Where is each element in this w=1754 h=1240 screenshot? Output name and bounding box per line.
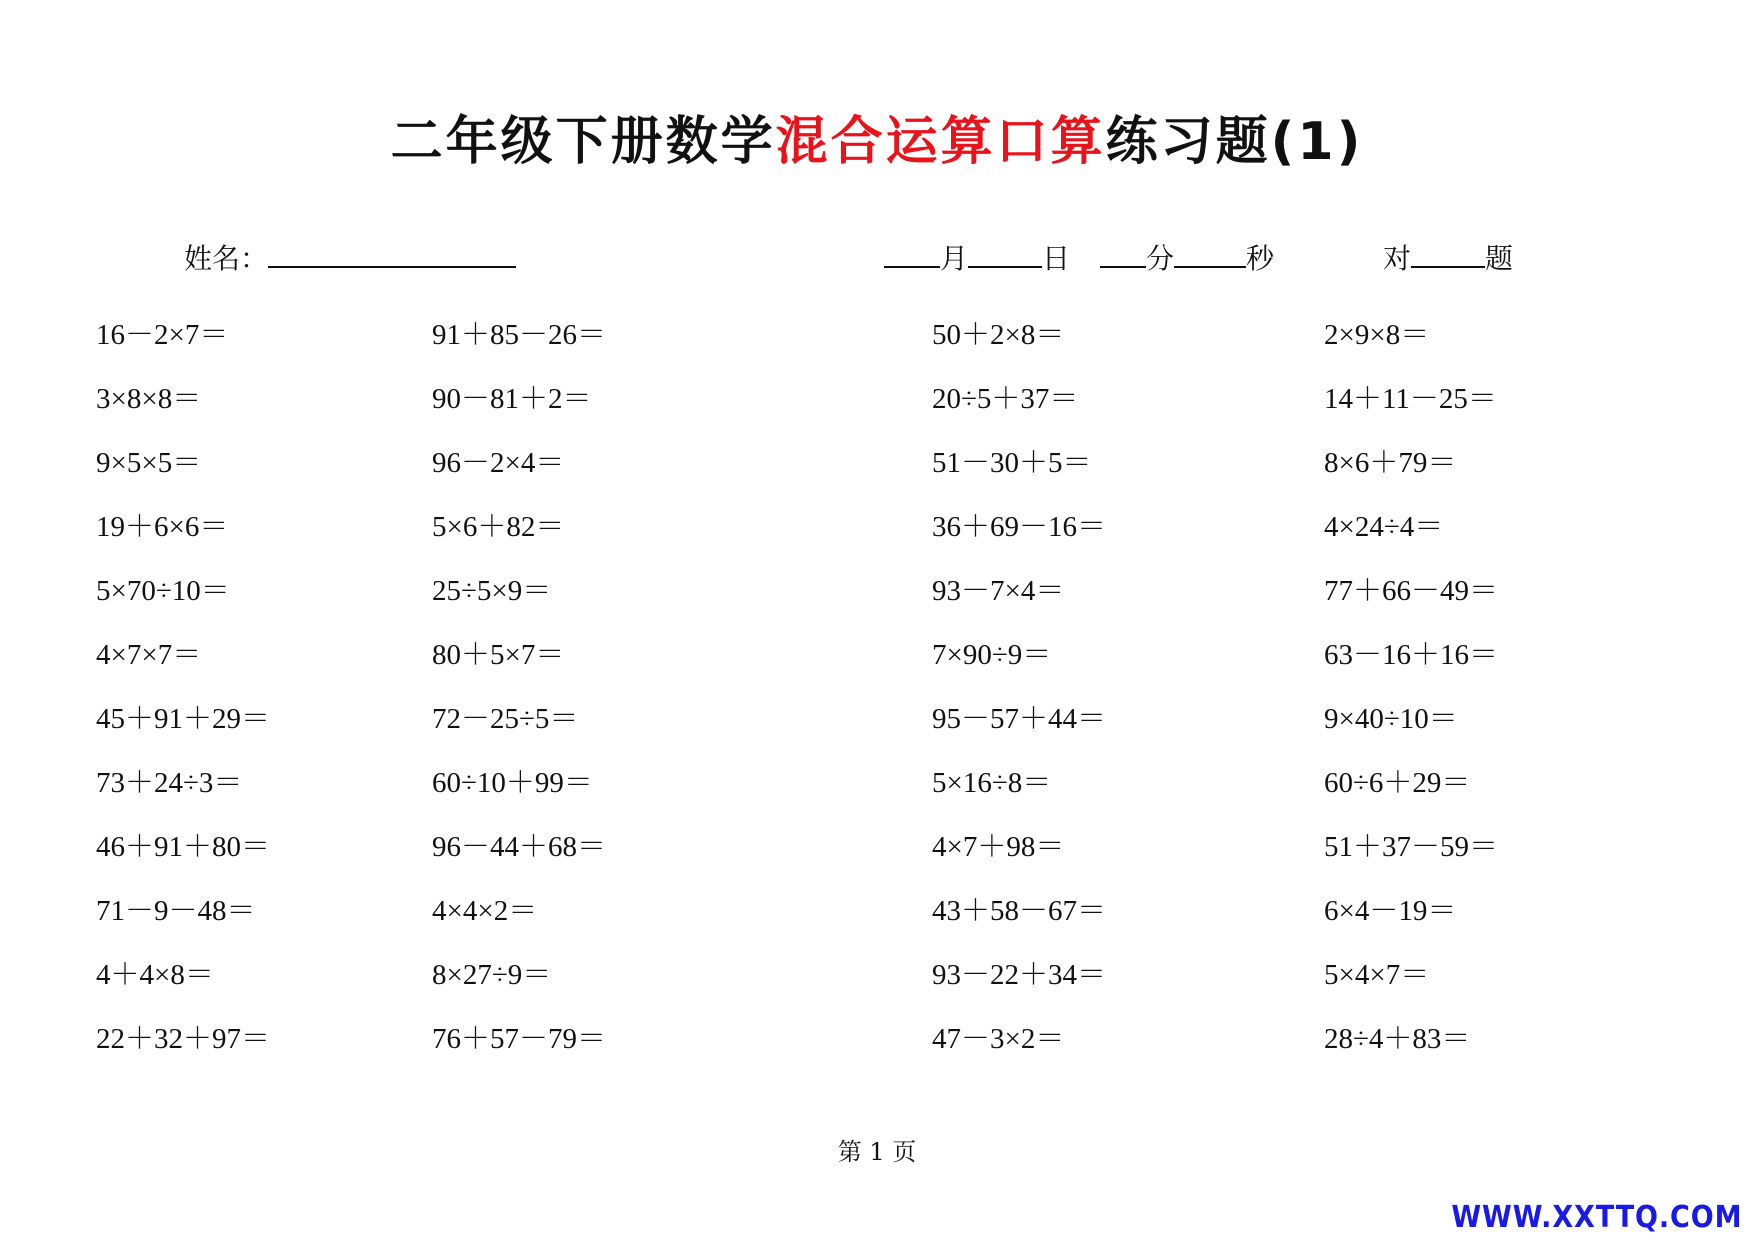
problem-item: 7×90÷9＝ <box>932 639 1052 671</box>
name-blank[interactable] <box>268 238 516 268</box>
page-title <box>0 112 1754 172</box>
problem-item: 5×16÷8＝ <box>932 767 1052 799</box>
problem-column-2 <box>432 303 606 1071</box>
problem-item: 4×24÷4＝ <box>1324 511 1444 543</box>
problem-item: 5×6＋82＝ <box>432 511 565 543</box>
second-label: 秒 <box>1246 242 1275 275</box>
problem-item: 60÷10＋99＝ <box>432 767 593 799</box>
problem-item: 43＋58－67＝ <box>932 895 1107 927</box>
problem-item: 93－22＋34＝ <box>932 959 1107 991</box>
problem-item: 47－3×2＝ <box>932 1023 1065 1055</box>
problem-item: 4×7＋98＝ <box>932 831 1065 863</box>
problem-item: 51－30＋5＝ <box>932 447 1092 479</box>
problem-item: 6×4－19＝ <box>1324 895 1457 927</box>
day-blank[interactable] <box>968 238 1042 268</box>
problem-item: 80＋5×7＝ <box>432 639 565 671</box>
name-label: 姓名： <box>184 242 269 275</box>
problem-column-3 <box>932 303 1106 1071</box>
problem-column-4 <box>1324 303 1498 1071</box>
problem-item: 9×40÷10＝ <box>1324 703 1458 735</box>
problem-item: 16－2×7＝ <box>96 319 229 351</box>
site-watermark: WWW.XXTTQ.COM <box>1450 1200 1742 1235</box>
title-part-3: 练习题(1) <box>1105 112 1364 172</box>
problem-item: 3×8×8＝ <box>96 383 202 415</box>
correct-label: 对 <box>1383 242 1412 275</box>
problem-item: 50＋2×8＝ <box>932 319 1065 351</box>
problem-item: 4＋4×8＝ <box>96 959 214 991</box>
problem-item: 45＋91＋29＝ <box>96 703 271 735</box>
problem-item: 20÷5＋37＝ <box>932 383 1079 415</box>
question-label: 题 <box>1485 242 1514 275</box>
problem-item: 71－9－48＝ <box>96 895 256 927</box>
problem-item: 5×70÷10＝ <box>96 575 230 607</box>
problem-item: 2×9×8＝ <box>1324 319 1430 351</box>
page-number: 第 1 页 <box>837 1138 917 1166</box>
problem-item: 25÷5×9＝ <box>432 575 552 607</box>
problem-item: 14＋11－25＝ <box>1324 383 1497 415</box>
second-blank[interactable] <box>1174 238 1246 268</box>
problem-item: 96－44＋68＝ <box>432 831 607 863</box>
problem-item: 63－16＋16＝ <box>1324 639 1499 671</box>
problem-item: 90－81＋2＝ <box>432 383 592 415</box>
month-label: 月 <box>940 242 969 275</box>
day-label: 日 <box>1042 242 1071 275</box>
title-part-2-highlight: 混合运算口算 <box>775 112 1106 172</box>
problem-item: 9×5×5＝ <box>96 447 202 479</box>
problem-item: 91＋85－26＝ <box>432 319 607 351</box>
problem-item: 60÷6＋29＝ <box>1324 767 1471 799</box>
problem-item: 77＋66－49＝ <box>1324 575 1499 607</box>
problem-item: 5×4×7＝ <box>1324 959 1430 991</box>
problem-item: 28÷4＋83＝ <box>1324 1023 1471 1055</box>
problem-item: 8×27÷9＝ <box>432 959 552 991</box>
problem-item: 72－25÷5＝ <box>432 703 579 735</box>
correct-count-blank[interactable] <box>1411 238 1485 268</box>
problem-item: 4×7×7＝ <box>96 639 202 671</box>
problem-item: 36＋69－16＝ <box>932 511 1107 543</box>
title-part-1: 二年级下册数学 <box>390 112 776 172</box>
date-time-fields <box>884 238 1274 279</box>
month-blank[interactable] <box>884 238 940 268</box>
minute-label: 分 <box>1146 242 1175 275</box>
problem-item: 4×4×2＝ <box>432 895 538 927</box>
problem-item: 19＋6×6＝ <box>96 511 229 543</box>
problem-item: 8×6＋79＝ <box>1324 447 1457 479</box>
problem-item: 22＋32＋97＝ <box>96 1023 271 1055</box>
name-field <box>184 238 516 279</box>
problem-column-1 <box>96 303 270 1071</box>
problem-item: 51＋37－59＝ <box>1324 831 1499 863</box>
problem-item: 76＋57－79＝ <box>432 1023 607 1055</box>
problem-item: 73＋24÷3＝ <box>96 767 243 799</box>
problem-item: 46＋91＋80＝ <box>96 831 271 863</box>
score-field <box>1383 238 1513 279</box>
minute-blank[interactable] <box>1100 238 1146 268</box>
problem-item: 95－57＋44＝ <box>932 703 1107 735</box>
problem-item: 96－2×4＝ <box>432 447 565 479</box>
problem-item: 93－7×4＝ <box>932 575 1065 607</box>
